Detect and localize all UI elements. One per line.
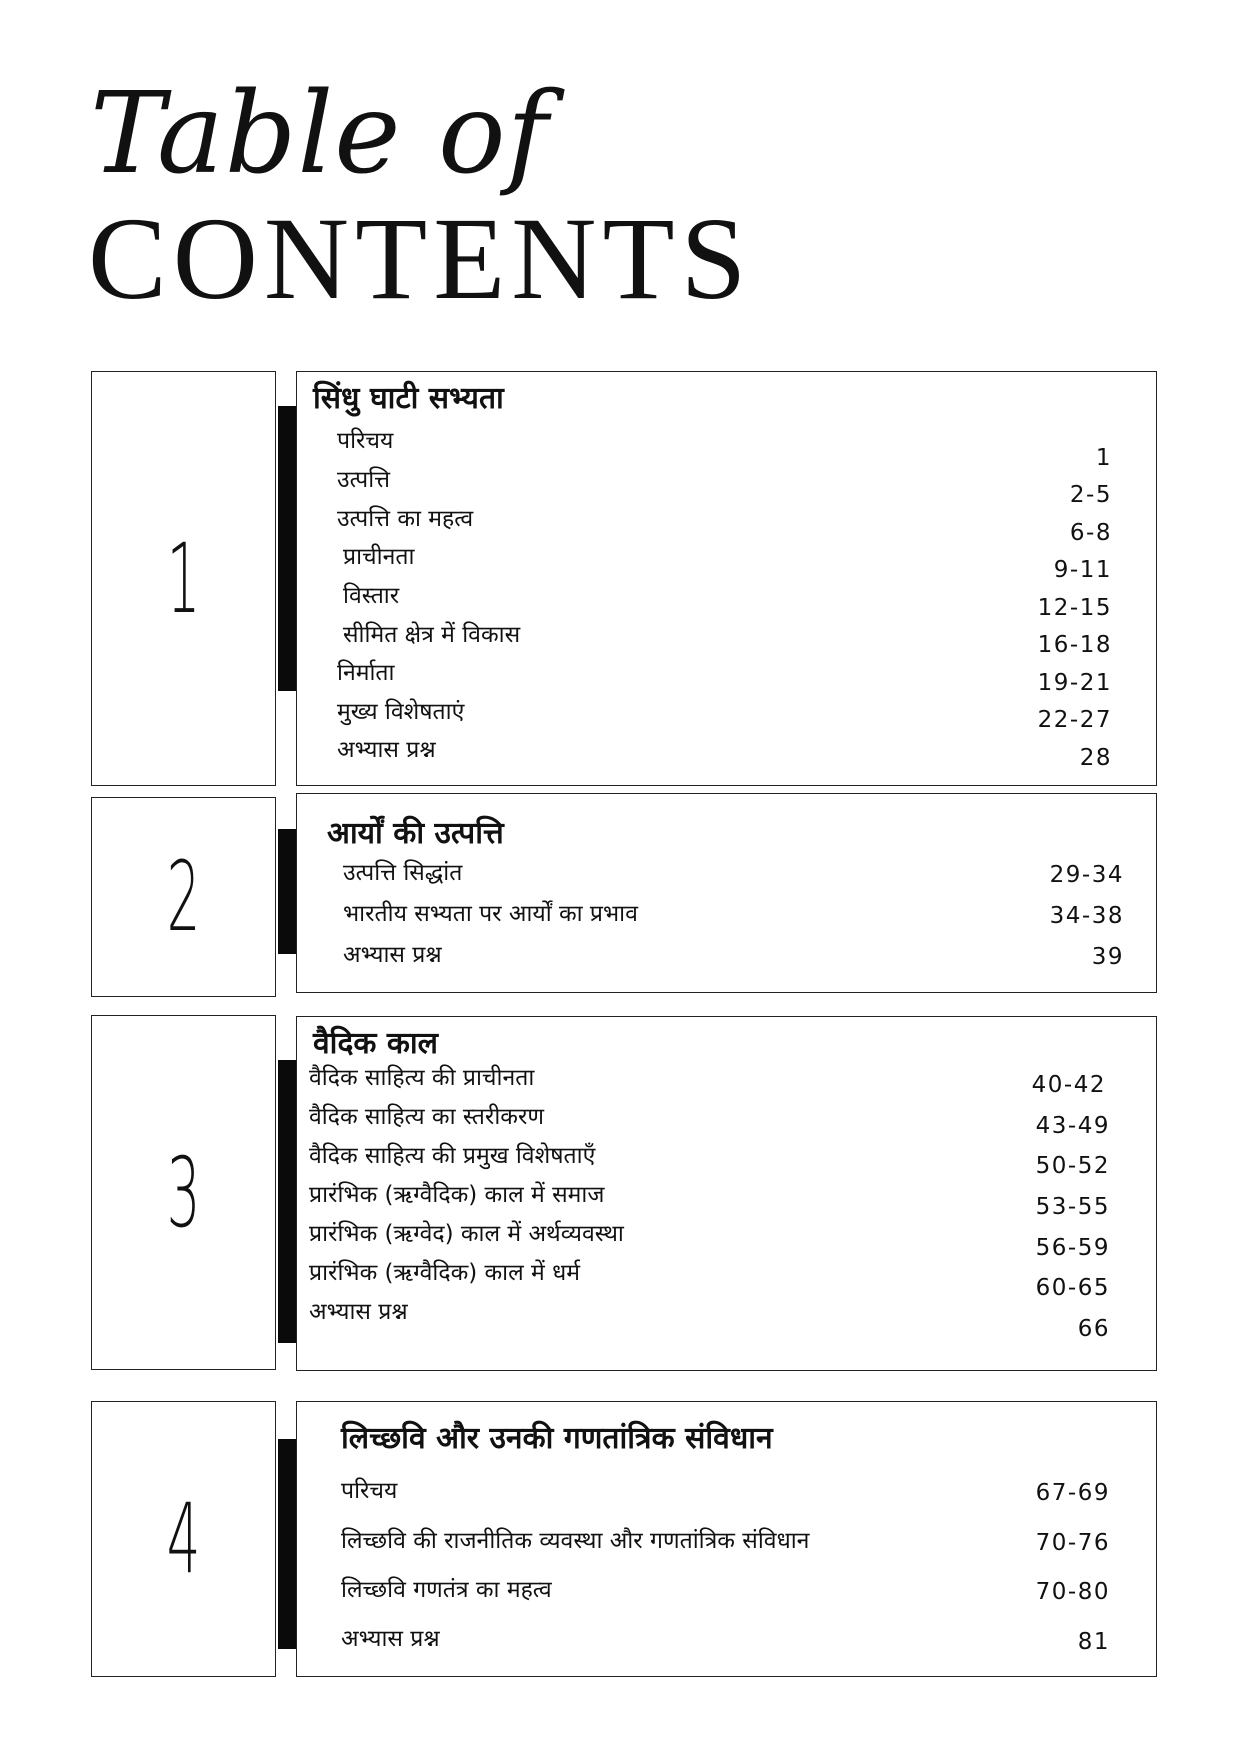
- topic-item: लिच्छवि गणतंत्र का महत्व: [341, 1577, 552, 1603]
- page-range: 29-34: [1049, 862, 1124, 888]
- page-range: 67-69: [1035, 1480, 1110, 1506]
- topic-item: अभ्यास प्रश्न: [309, 1299, 408, 1325]
- topic-item: अभ्यास प्रश्न: [341, 1626, 440, 1652]
- chapter-title: आर्यों की उत्पत्ति: [327, 816, 504, 851]
- chapter-number: 4: [166, 1483, 201, 1595]
- page-range: 22-27: [1037, 707, 1112, 733]
- page-range: 16-18: [1037, 632, 1112, 658]
- page-range: 6-8: [1069, 520, 1112, 546]
- topic-item: लिच्छवि की राजनीतिक व्यवस्था और गणतांत्रिक संविधान: [341, 1528, 810, 1554]
- chapter-content-box: [296, 793, 1157, 993]
- page-range: 53-55: [1035, 1194, 1110, 1220]
- title-caps: CONTENTS: [88, 193, 753, 324]
- chapter-number: 1: [166, 522, 201, 635]
- chapter-title: वैदिक काल: [313, 1026, 439, 1061]
- chapter-number-box: [91, 1401, 276, 1677]
- page-range: 70-76: [1035, 1530, 1110, 1556]
- topic-item: मुख्य विशेषताएं: [337, 699, 465, 725]
- accent-bar: [278, 406, 296, 691]
- topic-item: प्रारंभिक (ऋग्वैदिक) काल में धर्म: [309, 1260, 581, 1286]
- page-range: 2-5: [1069, 482, 1112, 508]
- page-range: 50-52: [1035, 1153, 1110, 1179]
- page-range: 39: [1091, 944, 1124, 970]
- page-range: 28: [1079, 745, 1112, 771]
- page-range: 43-49: [1035, 1113, 1110, 1139]
- topic-item: परिचय: [341, 1478, 398, 1504]
- chapter-content-box: [296, 1016, 1157, 1371]
- topic-item: सीमित क्षेत्र में विकास: [343, 622, 521, 648]
- topic-item: प्रारंभिक (ऋग्वैदिक) काल में समाज: [309, 1182, 605, 1208]
- topic-item: परिचय: [337, 428, 394, 454]
- page-range: 34-38: [1049, 903, 1124, 929]
- chapter-title: सिंधु घाटी सभ्यता: [313, 381, 504, 416]
- topic-item: वैदिक साहित्य की प्राचीनता: [309, 1065, 535, 1091]
- page-range: 9-11: [1053, 557, 1112, 583]
- accent-bar: [278, 1060, 296, 1343]
- topic-item: अभ्यास प्रश्न: [343, 942, 442, 968]
- topic-item: उत्पत्ति सिद्धांत: [343, 860, 463, 886]
- topic-item: निर्माता: [337, 660, 395, 686]
- page-range: 19-21: [1037, 670, 1112, 696]
- page-range: 12-15: [1037, 595, 1112, 621]
- page-range: 66: [1077, 1316, 1110, 1342]
- accent-bar: [278, 1439, 296, 1649]
- chapter-number: 3: [166, 1136, 201, 1249]
- chapter-title: लिच्छवि और उनकी गणतांत्रिक संविधान: [341, 1421, 773, 1456]
- topic-item: प्राचीनता: [343, 544, 415, 570]
- topic-item: वैदिक साहित्य का स्तरीकरण: [309, 1104, 544, 1130]
- chapter-number-box: [91, 1015, 276, 1370]
- page-range: 70-80: [1035, 1579, 1110, 1605]
- topic-item: भारतीय सभ्यता पर आर्यों का प्रभाव: [343, 901, 638, 927]
- chapter-content-box: [296, 371, 1157, 786]
- chapter-content-box: [296, 1401, 1157, 1677]
- topic-item: प्रारंभिक (ऋग्वेद) काल में अर्थव्यवस्था: [309, 1221, 624, 1247]
- topic-item: उत्पत्ति का महत्व: [337, 506, 474, 532]
- chapter-number: 2: [166, 841, 201, 953]
- topic-item: विस्तार: [343, 583, 400, 609]
- chapter-number-box: [91, 797, 276, 997]
- page-range: 1: [1095, 445, 1112, 471]
- page-range: 60-65: [1035, 1275, 1110, 1301]
- chapter-number-box: [91, 371, 276, 786]
- page-range: 56-59: [1035, 1235, 1110, 1261]
- topic-item: उत्पत्ति: [337, 467, 391, 493]
- topic-item: वैदिक साहित्य की प्रमुख विशेषताएँ: [309, 1143, 596, 1169]
- page-range: 81: [1077, 1629, 1110, 1655]
- page-range: 40-42: [1031, 1072, 1106, 1098]
- topic-item: अभ्यास प्रश्न: [337, 737, 436, 763]
- title-script: Table of: [90, 69, 550, 199]
- accent-bar: [278, 829, 296, 954]
